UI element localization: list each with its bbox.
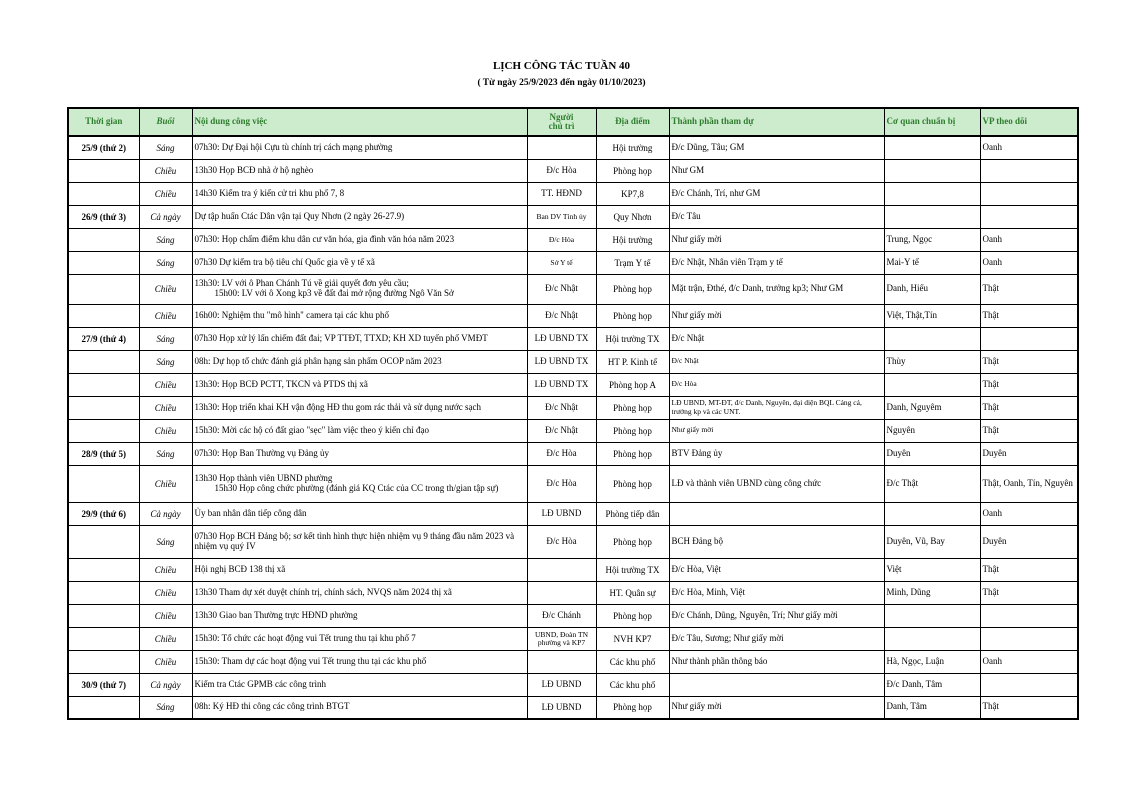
table-row	[68, 159, 1078, 182]
cell-vp: Thật	[980, 696, 1078, 719]
cell-co-quan: Trung, Ngọc	[884, 228, 980, 251]
cell-noi-dung	[192, 673, 527, 696]
cell-buoi: Sáng	[139, 327, 192, 350]
cell-buoi: Chiều	[139, 373, 192, 396]
cell-thanh-phan: Đ/c Tâu, Sương; Như giấy mời	[669, 627, 884, 650]
cell-nguoi-chu-tri: LĐ UBND	[527, 673, 596, 696]
table-row	[68, 525, 1078, 558]
cell-noi-dung	[192, 581, 527, 604]
noi-dung-line: 08h: Dự họp tổ chức đánh giá phân hạng sản phẩm OCOP năm 2023	[194, 355, 442, 366]
cell-co-quan: Nguyên	[884, 419, 980, 442]
cell-thanh-phan: Đ/c Tâu	[669, 205, 884, 228]
cell-nguoi-chu-tri: LĐ UBND	[527, 696, 596, 719]
cell-dia-diem: Phòng họp	[596, 159, 669, 182]
cell-co-quan	[884, 502, 980, 525]
cell-noi-dung	[192, 627, 527, 650]
noi-dung-line: Kiểm tra Ctác GPMB các công trình	[194, 678, 326, 689]
table-row	[68, 502, 1078, 525]
table-row	[68, 350, 1078, 373]
cell-dia-diem: Phòng họp	[596, 696, 669, 719]
cell-noi-dung	[192, 650, 527, 673]
noi-dung-line: 13h30: LV với ô Phan Chánh Tú về giải quyết đơn yêu cầu;	[194, 278, 409, 289]
cell-thanh-phan: Mặt trận, Đthé, đ/c Danh, trưởng kp3; Như GM	[669, 274, 884, 304]
noi-dung-line: 13h30 Tham dự xét duyệt chính trị, chính sách, NVQS năm 2024 thị xã	[194, 586, 452, 597]
cell-co-quan	[884, 604, 980, 627]
table-row	[68, 136, 1078, 159]
cell-thoi-gian	[68, 396, 139, 419]
cell-vp: Thật	[980, 419, 1078, 442]
schedule-body	[68, 136, 1078, 719]
noi-dung-line: 07h30: Họp Ban Thường vụ Đảng ủy	[194, 447, 329, 458]
cell-co-quan: Hà, Ngọc, Luận	[884, 650, 980, 673]
table-row	[68, 442, 1078, 465]
cell-nguoi-chu-tri: Ban DV Tỉnh ủy	[527, 205, 596, 228]
cell-noi-dung	[192, 696, 527, 719]
cell-vp: Oanh	[980, 650, 1078, 673]
cell-noi-dung	[192, 525, 527, 558]
table-row	[68, 673, 1078, 696]
cell-dia-diem: Phòng họp A	[596, 373, 669, 396]
cell-thanh-phan: Đ/c Chánh, Dũng, Nguyên, Trí; Như giấy mời	[669, 604, 884, 627]
cell-noi-dung	[192, 373, 527, 396]
table-row	[68, 465, 1078, 502]
cell-buoi: Sáng	[139, 442, 192, 465]
cell-buoi: Chiều	[139, 182, 192, 205]
cell-dia-diem: Phòng họp	[596, 419, 669, 442]
cell-thoi-gian: 26/9 (thứ 3)	[68, 205, 139, 228]
noi-dung-line: 13h30: Họp triển khai KH vận động HĐ thu gom rác thải và sử dụng nước sạch	[194, 401, 481, 412]
cell-buoi: Chiều	[139, 159, 192, 182]
cell-vp	[980, 327, 1078, 350]
cell-vp: Duyên	[980, 442, 1078, 465]
cell-thanh-phan	[669, 502, 884, 525]
cell-buoi: Chiều	[139, 396, 192, 419]
cell-co-quan	[884, 205, 980, 228]
cell-noi-dung	[192, 350, 527, 373]
cell-dia-diem: NVH KP7	[596, 627, 669, 650]
cell-thanh-phan: BCH Đảng bộ	[669, 525, 884, 558]
noi-dung-line: 07h30: Họp chấm điểm khu dân cư văn hóa, gia đình văn hóa năm 2023	[194, 233, 455, 244]
cell-dia-diem: Phòng họp	[596, 525, 669, 558]
cell-thanh-phan: Đ/c Chánh, Trí, như GM	[669, 182, 884, 205]
cell-co-quan: Danh, Nguyêm	[884, 396, 980, 419]
cell-co-quan: Mai-Y tế	[884, 251, 980, 274]
cell-dia-diem: Phòng họp	[596, 274, 669, 304]
cell-noi-dung	[192, 182, 527, 205]
cell-vp: Thật	[980, 350, 1078, 373]
cell-vp	[980, 673, 1078, 696]
cell-co-quan: Duyên	[884, 442, 980, 465]
cell-buoi: Sáng	[139, 136, 192, 159]
cell-noi-dung	[192, 251, 527, 274]
cell-vp: Thật	[980, 274, 1078, 304]
cell-buoi: Chiều	[139, 465, 192, 502]
cell-nguoi-chu-tri: Đ/c Nhật	[527, 304, 596, 327]
cell-vp: Thật, Oanh, Tín, Nguyên	[980, 465, 1078, 502]
cell-co-quan: Việt, Thật,Tín	[884, 304, 980, 327]
cell-thoi-gian	[68, 604, 139, 627]
header-thanh-phan: Thành phần tham dự	[669, 108, 884, 136]
noi-dung-line: 07h30 Họp xử lý lấn chiếm đất đai; VP TTĐT, TTXD; KH XD tuyến phố VMĐT	[194, 332, 488, 343]
table-row	[68, 228, 1078, 251]
cell-nguoi-chu-tri	[527, 558, 596, 581]
table-row	[68, 650, 1078, 673]
cell-dia-diem: Hội trường	[596, 136, 669, 159]
cell-vp	[980, 627, 1078, 650]
table-row	[68, 182, 1078, 205]
cell-dia-diem: Quy Nhơn	[596, 205, 669, 228]
cell-dia-diem: Phòng tiếp dân	[596, 502, 669, 525]
cell-thoi-gian	[68, 159, 139, 182]
noi-dung-line: 07h30 Họp BCH Đảng bộ; sơ kết tình hình thực hiện nhiệm vụ 9 tháng đầu năm 2023 và nhiệm vụ quý IV	[194, 530, 515, 551]
cell-thoi-gian	[68, 650, 139, 673]
cell-noi-dung	[192, 228, 527, 251]
cell-thanh-phan: Đ/c Nhật	[669, 350, 884, 373]
cell-thoi-gian	[68, 350, 139, 373]
cell-thanh-phan: LĐ UBND, MT-ĐT, đ/c Danh, Nguyên, đại diện BQL Cảng cá, trưởng kp và các UNT.	[669, 396, 884, 419]
cell-nguoi-chu-tri: Đ/c Hòa	[527, 465, 596, 502]
schedule-table	[67, 107, 1079, 720]
table-row	[68, 581, 1078, 604]
cell-thoi-gian	[68, 558, 139, 581]
cell-buoi: Chiều	[139, 558, 192, 581]
cell-vp: Thật	[980, 396, 1078, 419]
cell-buoi: Cả ngày	[139, 205, 192, 228]
cell-nguoi-chu-tri: LĐ UBND TX	[527, 327, 596, 350]
cell-thanh-phan: Như giấy mời	[669, 696, 884, 719]
noi-dung-line: 08h: Ký HĐ thi công các công trình BTGT	[194, 701, 350, 712]
cell-thoi-gian	[68, 465, 139, 502]
table-row	[68, 604, 1078, 627]
cell-thanh-phan: Như giấy mời	[669, 228, 884, 251]
cell-noi-dung	[192, 558, 527, 581]
cell-co-quan: Đ/c Danh, Tâm	[884, 673, 980, 696]
cell-buoi: Chiều	[139, 604, 192, 627]
cell-vp: Oanh	[980, 502, 1078, 525]
cell-buoi: Sáng	[139, 251, 192, 274]
noi-dung-line: Dự tập huấn Ctác Dân vận tại Quy Nhơn (2 ngày 26-27.9)	[194, 210, 405, 221]
cell-thanh-phan: LĐ và thành viên UBND cùng công chức	[669, 465, 884, 502]
cell-noi-dung	[192, 327, 527, 350]
cell-thanh-phan: Đ/c Nhật	[669, 327, 884, 350]
cell-dia-diem: HT P. Kinh tế	[596, 350, 669, 373]
cell-thoi-gian: 27/9 (thứ 4)	[68, 327, 139, 350]
cell-thanh-phan: Đ/c Hòa	[669, 373, 884, 396]
cell-dia-diem: Phòng họp	[596, 604, 669, 627]
cell-vp: Duyên	[980, 525, 1078, 558]
cell-nguoi-chu-tri: LĐ UBND TX	[527, 373, 596, 396]
cell-co-quan	[884, 182, 980, 205]
cell-nguoi-chu-tri: Đ/c Nhật	[527, 396, 596, 419]
cell-nguoi-chu-tri	[527, 136, 596, 159]
noi-dung-line-2: 15h30 Họp công chức phường (đánh giá KQ Ctác của CC trong th/gian tập sự)	[214, 482, 499, 493]
cell-noi-dung	[192, 274, 527, 304]
cell-noi-dung	[192, 604, 527, 627]
cell-dia-diem: Các khu phố	[596, 673, 669, 696]
cell-buoi: Chiều	[139, 627, 192, 650]
noi-dung-line: 15h30: Mời các hộ có đất giao "sẹc" làm việc theo ý kiến chỉ đạo	[194, 424, 430, 435]
cell-buoi: Sáng	[139, 696, 192, 719]
cell-thoi-gian	[68, 251, 139, 274]
cell-vp: Oanh	[980, 136, 1078, 159]
header-noi-dung: Nội dung công việc	[192, 108, 527, 136]
cell-buoi: Sáng	[139, 525, 192, 558]
cell-dia-diem: Hội trường	[596, 228, 669, 251]
cell-thoi-gian: 28/9 (thứ 5)	[68, 442, 139, 465]
cell-noi-dung	[192, 396, 527, 419]
cell-thanh-phan: Đ/c Hòa, Minh, Việt	[669, 581, 884, 604]
cell-thoi-gian	[68, 274, 139, 304]
cell-co-quan	[884, 373, 980, 396]
noi-dung-line-2: 15h00: LV với ô Xong kp3 về đất đai mở rộng đường Ngô Văn Sở	[214, 288, 454, 298]
cell-dia-diem: HT. Quân sự	[596, 581, 669, 604]
noi-dung-line: 14h30 Kiểm tra ý kiến cử tri khu phố 7, 8	[194, 187, 345, 198]
cell-dia-diem: Các khu phố	[596, 650, 669, 673]
cell-vp: Thật	[980, 581, 1078, 604]
header-vp: VP theo dõi	[980, 108, 1078, 136]
noi-dung-line: 15h30: Tham dự các hoạt động vui Tết trung thu tại các khu phố	[194, 655, 427, 666]
noi-dung-line: 15h30: Tổ chức các hoạt động vui Tết trung thu tại khu phố 7	[194, 632, 416, 643]
cell-thoi-gian	[68, 525, 139, 558]
cell-thanh-phan: Như giấy mời	[669, 419, 884, 442]
cell-nguoi-chu-tri: LĐ UBND TX	[527, 350, 596, 373]
cell-nguoi-chu-tri: UBND, Đoàn TN phường và KP7	[527, 627, 596, 650]
table-row	[68, 419, 1078, 442]
cell-nguoi-chu-tri: Đ/c Nhật	[527, 419, 596, 442]
cell-dia-diem: Phòng họp	[596, 465, 669, 502]
cell-thoi-gian	[68, 304, 139, 327]
cell-thoi-gian	[68, 696, 139, 719]
cell-buoi: Chiều	[139, 581, 192, 604]
cell-thanh-phan: Như giấy mời	[669, 304, 884, 327]
cell-thoi-gian	[68, 419, 139, 442]
cell-nguoi-chu-tri: TT. HĐND	[527, 182, 596, 205]
header-co-quan: Cơ quan chuẩn bị	[884, 108, 980, 136]
cell-thoi-gian: 30/9 (thứ 7)	[68, 673, 139, 696]
cell-noi-dung	[192, 465, 527, 502]
cell-nguoi-chu-tri: Đ/c Hòa	[527, 228, 596, 251]
cell-thoi-gian: 29/9 (thứ 6)	[68, 502, 139, 525]
table-row	[68, 396, 1078, 419]
cell-co-quan: Minh, Dũng	[884, 581, 980, 604]
cell-buoi: Cả ngày	[139, 673, 192, 696]
cell-dia-diem: KP7,8	[596, 182, 669, 205]
cell-buoi: Sáng	[139, 350, 192, 373]
cell-nguoi-chu-tri: LĐ UBND	[527, 502, 596, 525]
cell-thanh-phan: Đ/c Dũng, Tâu; GM	[669, 136, 884, 159]
cell-buoi: Chiều	[139, 274, 192, 304]
cell-nguoi-chu-tri: Đ/c Chánh	[527, 604, 596, 627]
table-row	[68, 205, 1078, 228]
header-nguoi-chu-tri-line1: Người	[549, 111, 574, 122]
cell-buoi: Chiều	[139, 304, 192, 327]
header-row	[68, 108, 1078, 136]
cell-noi-dung	[192, 136, 527, 159]
cell-thoi-gian	[68, 627, 139, 650]
cell-co-quan: Việt	[884, 558, 980, 581]
cell-buoi: Sáng	[139, 228, 192, 251]
cell-thanh-phan	[669, 673, 884, 696]
cell-nguoi-chu-tri	[527, 581, 596, 604]
cell-dia-diem: Hội trường TX	[596, 327, 669, 350]
cell-vp	[980, 182, 1078, 205]
cell-noi-dung	[192, 442, 527, 465]
cell-co-quan: Danh, Hiếu	[884, 274, 980, 304]
header-thoi-gian: Thời gian	[68, 108, 139, 136]
cell-nguoi-chu-tri: Sở Y tế	[527, 251, 596, 274]
cell-dia-diem: Phòng họp	[596, 396, 669, 419]
cell-nguoi-chu-tri: Đ/c Hòa	[527, 525, 596, 558]
cell-vp	[980, 159, 1078, 182]
noi-dung-line: 16h00: Nghiệm thu "mô hình" camera tại các khu phố	[194, 309, 390, 320]
table-row	[68, 304, 1078, 327]
cell-dia-diem: Phòng họp	[596, 442, 669, 465]
noi-dung-line: 07h30: Dự Đại hội Cựu tù chính trị cách mạng phường	[194, 141, 393, 152]
cell-nguoi-chu-tri: Đ/c Hòa	[527, 442, 596, 465]
cell-vp: Thật	[980, 373, 1078, 396]
cell-nguoi-chu-tri	[527, 650, 596, 673]
noi-dung-line: Ủy ban nhân dân tiếp công dân	[194, 507, 307, 518]
header-nguoi-chu-tri-line2: chủ trì	[548, 121, 575, 131]
cell-noi-dung	[192, 419, 527, 442]
cell-nguoi-chu-tri: Đ/c Hòa	[527, 159, 596, 182]
table-row	[68, 696, 1078, 719]
header-buoi: Buổi	[139, 108, 192, 136]
cell-noi-dung	[192, 159, 527, 182]
cell-dia-diem: Hội trường TX	[596, 558, 669, 581]
cell-nguoi-chu-tri: Đ/c Nhật	[527, 274, 596, 304]
cell-co-quan: Đ/c Thật	[884, 465, 980, 502]
header-dia-diem: Địa điểm	[596, 108, 669, 136]
cell-thoi-gian	[68, 373, 139, 396]
cell-dia-diem: Trạm Y tế	[596, 251, 669, 274]
noi-dung-line: 13h30: Họp BCĐ PCTT, TKCN và PTDS thị xã	[194, 378, 368, 389]
page-title: LỊCH CÔNG TÁC TUẦN 40	[492, 60, 631, 72]
cell-vp: Thật	[980, 304, 1078, 327]
cell-co-quan	[884, 627, 980, 650]
cell-co-quan	[884, 327, 980, 350]
cell-noi-dung	[192, 205, 527, 228]
noi-dung-line: Hội nghị BCĐ 138 thị xã	[194, 563, 286, 574]
noi-dung-line: 13h30 Họp BCĐ nhà ở hộ nghèo	[194, 164, 314, 175]
cell-thanh-phan: Đ/c Nhật, Nhân viên Trạm y tế	[669, 251, 884, 274]
table-row	[68, 627, 1078, 650]
page-subtitle: ( Từ ngày 25/9/2023 đến ngày 01/10/2023)	[477, 78, 646, 88]
cell-thanh-phan: Như GM	[669, 159, 884, 182]
cell-buoi: Chiều	[139, 419, 192, 442]
cell-vp: Thật	[980, 558, 1078, 581]
cell-vp: Oanh	[980, 251, 1078, 274]
table-row	[68, 558, 1078, 581]
table-row	[68, 251, 1078, 274]
noi-dung-line: 13h30 Họp thành viên UBND phường	[194, 472, 333, 483]
cell-vp: Oanh	[980, 228, 1078, 251]
cell-co-quan: Danh, Tâm	[884, 696, 980, 719]
table-row	[68, 373, 1078, 396]
table-row	[68, 327, 1078, 350]
cell-vp	[980, 604, 1078, 627]
cell-co-quan: Thùy	[884, 350, 980, 373]
cell-noi-dung	[192, 304, 527, 327]
cell-co-quan: Duyên, Vũ, Bay	[884, 525, 980, 558]
cell-co-quan	[884, 136, 980, 159]
noi-dung-line: 07h30 Dự kiểm tra bộ tiêu chí Quốc gia về y tế xã	[194, 256, 375, 267]
cell-buoi: Cả ngày	[139, 502, 192, 525]
cell-co-quan	[884, 159, 980, 182]
table-row	[68, 274, 1078, 304]
cell-thoi-gian	[68, 228, 139, 251]
cell-thoi-gian	[68, 581, 139, 604]
cell-vp	[980, 205, 1078, 228]
header-nguoi-chu-tri	[527, 108, 596, 136]
cell-dia-diem: Phòng họp	[596, 304, 669, 327]
cell-noi-dung	[192, 502, 527, 525]
noi-dung-line: 13h30 Giao ban Thường trực HĐND phường	[194, 609, 358, 620]
cell-thoi-gian	[68, 182, 139, 205]
cell-thanh-phan: Như thành phần thông báo	[669, 650, 884, 673]
cell-thanh-phan: BTV Đảng ủy	[669, 442, 884, 465]
cell-thanh-phan: Đ/c Hòa, Việt	[669, 558, 884, 581]
cell-buoi: Chiều	[139, 650, 192, 673]
cell-thoi-gian: 25/9 (thứ 2)	[68, 136, 139, 159]
